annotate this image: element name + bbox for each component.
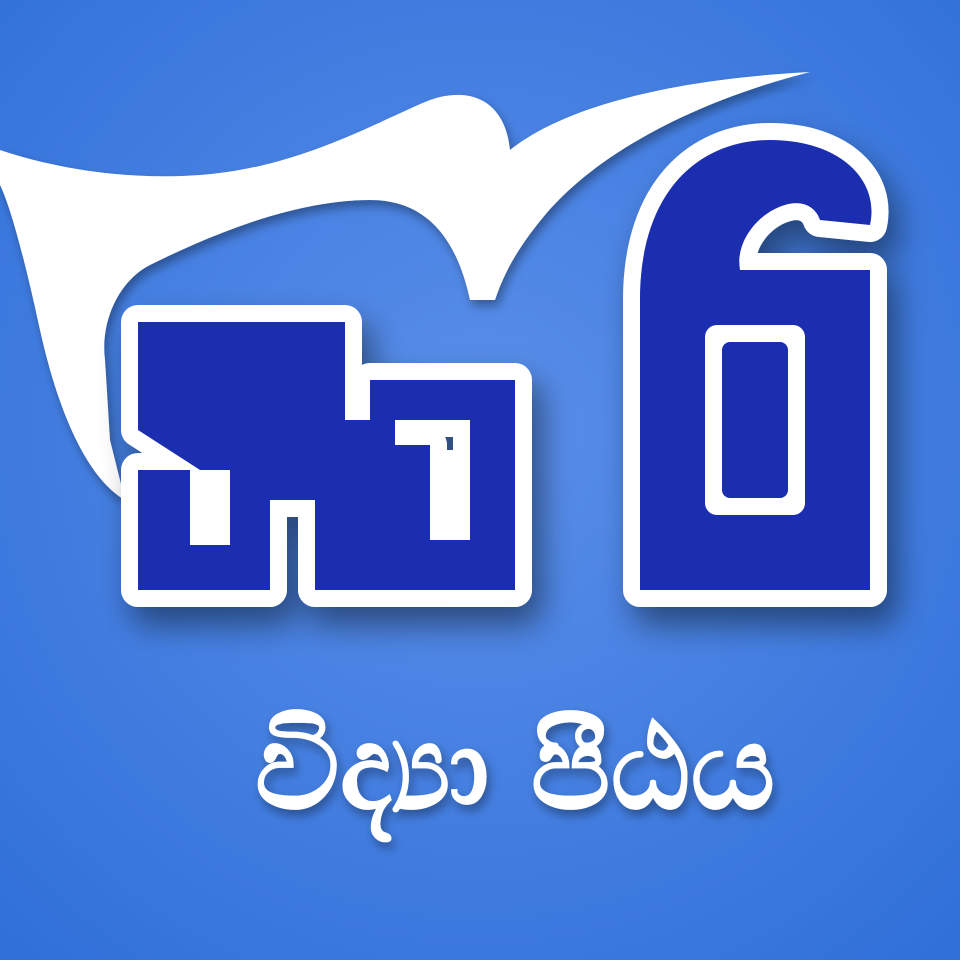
logo-subtitle: විද්‍යා පීඨය <box>254 698 776 836</box>
